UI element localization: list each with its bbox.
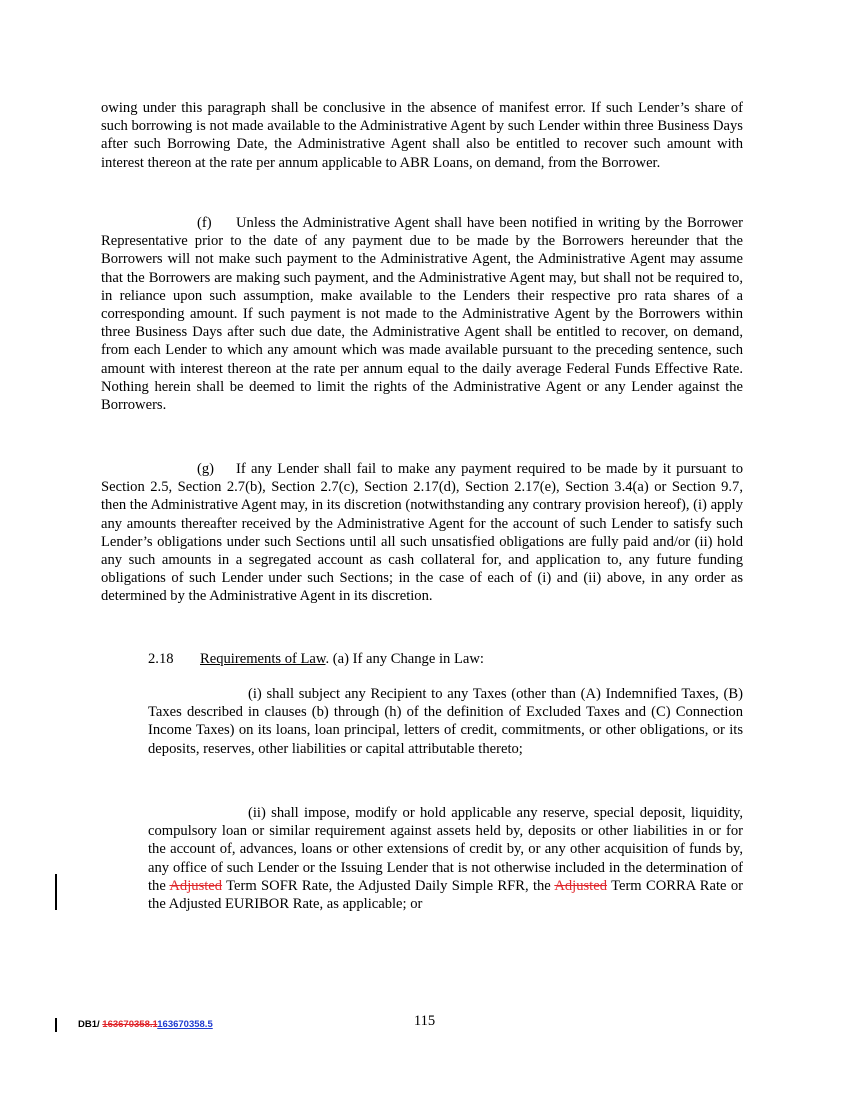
page-number: 115 <box>413 1013 436 1029</box>
clause-i <box>148 685 743 758</box>
section-lead: . (a) If any Change in Law: <box>325 651 484 667</box>
doc-id-inserted: 163670358.5 <box>157 1019 213 1030</box>
deleted-word-adjusted: Adjusted <box>169 877 223 894</box>
clause-label-i: (i) <box>248 686 262 702</box>
clause-text-i: shall subject any Recipient to any Taxes (other than (A) Indemnified Taxes, (B) Taxes described in clauses (b) through (h) of the definition of Excluded Taxes and (C) Connection Income Taxes) on its loans, loan principal, letters of credit, commitments, or other obligations, or its deposits, reserves, other liabilities or capital attributable thereto; <box>148 686 743 757</box>
deleted-word-adjusted-2: Adjusted <box>554 877 608 894</box>
clause-ii <box>148 804 743 913</box>
section-number: 2.18 <box>148 651 174 667</box>
doc-id-prefix: DB1/ <box>78 1019 100 1030</box>
clause-label-ii: (ii) <box>248 805 266 821</box>
doc-id-deleted: 163670358.1 <box>102 1019 158 1030</box>
paragraph-f <box>101 214 743 414</box>
clause-text-ii-b: Term SOFR Rate, the Adjusted Daily Simple RFR, the <box>226 877 551 894</box>
clause-text-f: Unless the Administrative Agent shall have been notified in writing by the Borrower Representative prior to the date of any payment due to be made by the Borrowers hereunder that the Borrowers will not make such payment to the Administrative Agent, the Administrative Agent may assume that the Borrowers are making such payment, and the Administrative Agent may, but shall not be required to, in reliance upon such assumption, make available to the Lenders their respective pro rata shares of a corresponding amount. If such payment is not made to the Administrative Agent by the Borrowers within three Business Days after such due date, the Administrative Agent shall be entitled to recover, on demand, from each Lender to which any amount which was made available pursuant to the preceding sentence, such amount with interest thereon at the rate per annum equal to the daily average Federal Funds Effective Rate. Nothing herein shall be deemed to limit the rights of the Administrative Agent or any Lender against the Borrowers. <box>101 215 743 414</box>
paragraph-borrowing-continuation: owing under this paragraph shall be conclusive in the absence of manifest error. If such Lender’s share of such borrowing is not made available to the Administrative Agent by such Lender within three Business Days after such Borrowing Date, the Administrative Agent shall also be entitled to recover such amount with interest thereon at the rate per annum applicable to ABR Loans, on demand, from the Borrower. <box>101 100 743 171</box>
clause-text-ii-c: Term CORRA Rate or the Adjusted EURIBOR Rate, as applicable; or <box>148 877 744 913</box>
clause-text-g: If any Lender shall fail to make any payment required to be made by it pursuant to Section 2.5, Section 2.7(b), Section 2.7(c), Section 2.17(d), Section 2.17(e), Section 3.4(a) or Section 9.7, then the Administrative Agent may, in its discretion (notwithstanding any contrary provision hereof), (i) apply any amounts thereafter received by the Administrative Agent for the account of such Lender to satisfy such Lender’s obligations under such Sections until all such unsatisfied obligations are fully paid and/or (ii) hold any such amounts in a segregated account as cash collateral for, and application to, any future funding obligations of such Lender under such Sections; in the case of each of (i) and (ii) above, in any order as determined by the Administrative Agent in its discretion. <box>101 461 743 605</box>
paragraph-g <box>101 460 743 606</box>
section-heading <box>148 651 484 668</box>
clause-text-ii-a: shall impose, modify or hold applicable any reserve, special deposit, liquidity, compulsory loan or similar requirement against assets held by, deposits or other liabilities in or for the account of, advances, loans or other extensions of credit by, or any other acquisition of funds by, any office of such Lender or the Issuing Lender that is not otherwise included in the determination of the <box>148 805 743 894</box>
section-title: Requirements of Law <box>200 651 326 667</box>
clause-label-f: (f) <box>197 215 212 231</box>
clause-label-g: (g) <box>197 461 215 477</box>
change-bar <box>55 874 57 910</box>
